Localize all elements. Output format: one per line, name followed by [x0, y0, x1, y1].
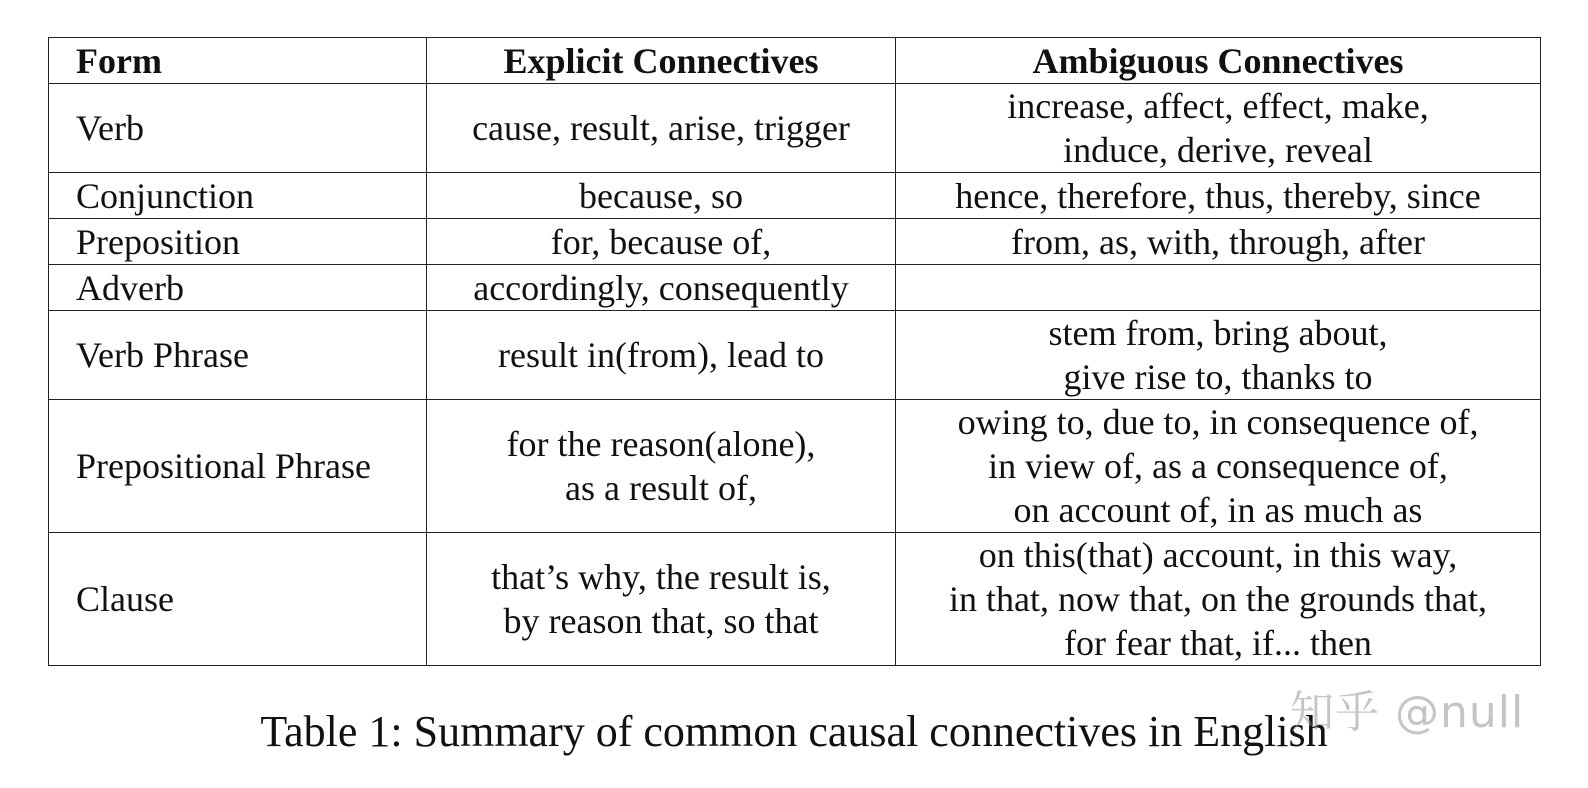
- header-form: Form: [49, 38, 427, 84]
- explicit-line: for, because of,: [550, 221, 772, 262]
- connectives-table: [48, 37, 1541, 666]
- explicit-line: that’s why, the result is,: [491, 557, 831, 597]
- ambiguous-cell: [896, 400, 1541, 533]
- ambiguous-cell: [896, 219, 1541, 265]
- explicit-line: as a result of,: [565, 468, 757, 508]
- table-header-row: [49, 38, 1541, 84]
- explicit-line: cause, result, arise, trigger: [472, 108, 850, 148]
- form-cell: Verb: [49, 84, 427, 173]
- ambiguous-cell: [896, 311, 1541, 400]
- form-cell: Adverb: [49, 265, 427, 311]
- ambiguous-cell: [896, 84, 1541, 173]
- ambiguous-line: in view of, as a consequence of,: [988, 446, 1448, 486]
- table-row: [49, 533, 1541, 666]
- explicit-line: by reason that, so that: [503, 601, 819, 641]
- ambiguous-cell-empty: [896, 265, 1541, 311]
- ambiguous-line: stem from, bring about,: [1048, 313, 1388, 353]
- ambiguous-line: on this(that) account, in this way,: [978, 535, 1458, 575]
- explicit-line: for the reason(alone),: [506, 424, 816, 464]
- explicit-cell: [427, 265, 896, 311]
- ambiguous-line: induce, derive, reveal: [1063, 130, 1373, 170]
- ambiguous-line: from, as, with, through, after: [1011, 221, 1425, 262]
- explicit-line: accordingly, consequently: [473, 267, 849, 308]
- form-cell: Verb Phrase: [49, 311, 427, 400]
- header-ambiguous: Ambiguous Connectives: [896, 38, 1541, 84]
- watermark: 知乎 @null: [1290, 687, 1525, 738]
- table-caption: Table 1: Summary of common causal connectives in English: [260, 707, 1328, 756]
- ambiguous-line: for fear that, if... then: [1064, 623, 1372, 663]
- table-row: [49, 84, 1541, 173]
- form-cell: Preposition: [49, 219, 427, 265]
- ambiguous-line: hence, therefore, thus, thereby, since: [955, 175, 1481, 216]
- ambiguous-cell: [896, 173, 1541, 219]
- ambiguous-line: owing to, due to, in consequence of,: [957, 402, 1479, 442]
- form-cell: Conjunction: [49, 173, 427, 219]
- ambiguous-line: increase, affect, effect, make,: [1007, 86, 1429, 126]
- ambiguous-line: on account of, in as much as: [1013, 490, 1423, 530]
- table-row: [49, 400, 1541, 533]
- explicit-cell: [427, 400, 896, 533]
- explicit-cell: [427, 173, 896, 219]
- header-explicit: Explicit Connectives: [427, 38, 896, 84]
- table-row: [49, 219, 1541, 265]
- ambiguous-line: give rise to, thanks to: [1063, 357, 1373, 397]
- explicit-cell: [427, 311, 896, 400]
- form-cell: Prepositional Phrase: [49, 400, 427, 533]
- table-row: [49, 173, 1541, 219]
- explicit-cell: [427, 533, 896, 666]
- form-cell: Clause: [49, 533, 427, 666]
- explicit-cell: [427, 219, 896, 265]
- ambiguous-cell: [896, 533, 1541, 666]
- ambiguous-line: in that, now that, on the grounds that,: [949, 579, 1487, 619]
- explicit-line: because, so: [579, 175, 743, 216]
- table-row: [49, 311, 1541, 400]
- explicit-cell: [427, 84, 896, 173]
- explicit-line: result in(from), lead to: [498, 335, 824, 375]
- table-row: [49, 265, 1541, 311]
